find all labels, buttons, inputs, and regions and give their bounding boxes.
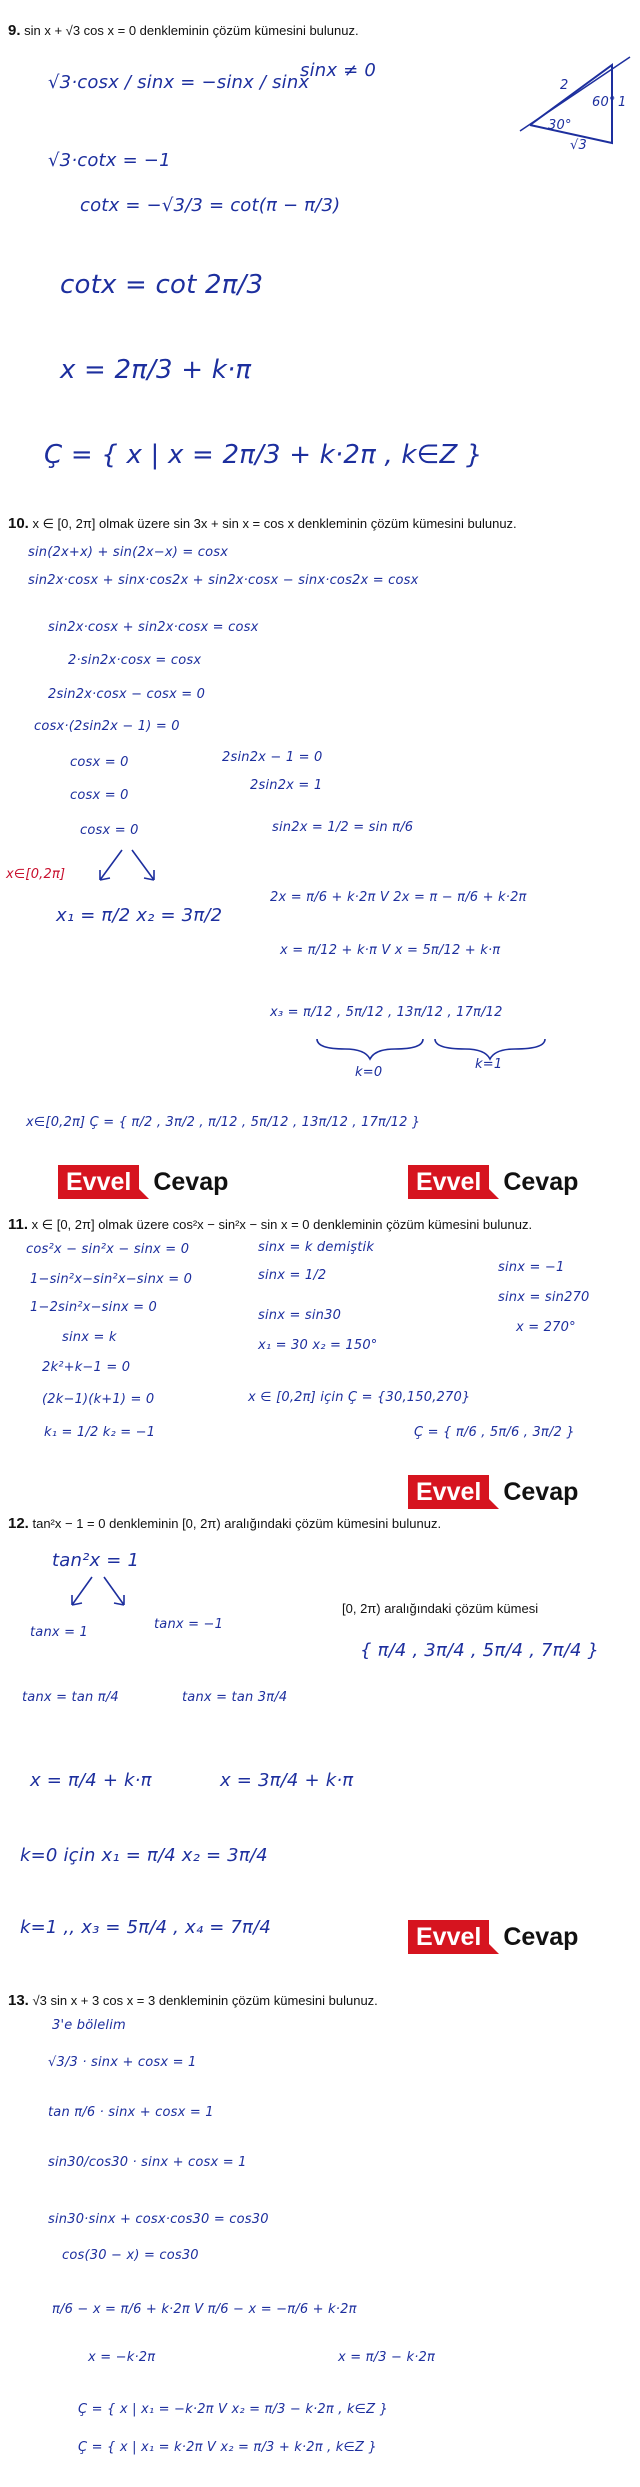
hw-line: sin2x·cosx + sin2x·cosx = cosx xyxy=(48,620,259,635)
hw-line: tanx = tan 3π/4 xyxy=(182,1690,288,1705)
question-number: 11. xyxy=(8,1216,29,1233)
hw-line: cosx = 0 xyxy=(70,788,129,803)
question-9 xyxy=(0,0,640,500)
hw-line: sin30·sinx + cosx·cos30 = cos30 xyxy=(48,2212,269,2227)
question-text: x ∈ [0, 2π] olmak üzere sin 3x + sin x = cos x denkleminin çözüm kümesini bulunuz. xyxy=(32,516,517,531)
hw-line: sinx = k demiştik xyxy=(258,1240,375,1255)
hw-line: cotx = −√3/3 = cot(π − π/3) xyxy=(80,195,341,216)
question-10 xyxy=(0,505,640,1205)
question-number: 13. xyxy=(8,1992,29,2009)
hw-line: tanx = 1 xyxy=(30,1625,89,1640)
hw-line: sin2x·cosx + sinx·cos2x + sin2x·cosx − sinx·cos2x = cosx xyxy=(28,573,419,588)
hw-line: Ç = { x | x = 2π/3 + k·2π , k∈Z } xyxy=(44,440,483,470)
hw-line: k₁ = 1/2 k₂ = −1 xyxy=(44,1425,156,1440)
question-number: 9. xyxy=(8,22,21,39)
logo-evvel: Evvel xyxy=(408,1475,489,1509)
branch-arrows xyxy=(62,1577,142,1611)
logo-cevap: Cevap xyxy=(153,1167,229,1196)
hw-line: x∈[0,2π] Ç = { π/2 , 3π/2 , π/12 , 5π/12 , 13π/12 , 17π/12 } xyxy=(26,1115,421,1130)
question-number: 12. xyxy=(8,1515,29,1532)
logo-evvel: Evvel xyxy=(408,1920,489,1954)
hw-line: sinx ≠ 0 xyxy=(300,60,377,81)
hw-line: k=1 ,, x₃ = 5π/4 , x₄ = 7π/4 xyxy=(20,1917,272,1938)
question-9-prompt xyxy=(8,22,359,39)
hw-line: 2sin2x·cosx − cosx = 0 xyxy=(48,687,206,702)
question-11 xyxy=(0,1210,640,1510)
logo-cevap: Cevap xyxy=(503,1167,579,1196)
hw-line: cos(30 − x) = cos30 xyxy=(62,2248,199,2263)
question-text: √3 sin x + 3 cos x = 3 denkleminin çözüm kümesini bulunuz. xyxy=(32,1993,378,2008)
question-12 xyxy=(0,1515,640,1985)
hw-line: √3·cosx / sinx = −sinx / sinx xyxy=(48,72,310,93)
hw-line: cosx = 0 xyxy=(70,755,129,770)
hw-line: cotx = cot 2π/3 xyxy=(60,270,264,300)
hw-line: 2sin2x = 1 xyxy=(250,778,323,793)
hw-line: x = π/3 − k·2π xyxy=(338,2350,436,2365)
hw-line: x = π/4 + k·π xyxy=(30,1770,152,1791)
hw-line: x₁ = π/2 x₂ = 3π/2 xyxy=(56,905,223,926)
hw-line: cosx = 0 xyxy=(80,823,139,838)
hw-line: (2k−1)(k+1) = 0 xyxy=(42,1392,155,1407)
logo-evvel: Evvel xyxy=(408,1165,489,1199)
hw-line: 1−sin²x−sin²x−sinx = 0 xyxy=(30,1272,193,1287)
question-text: tan²x − 1 = 0 denkleminin [0, 2π) aralığındaki çözüm kümesini bulunuz. xyxy=(32,1516,442,1531)
hw-line: 1−2sin²x−sinx = 0 xyxy=(30,1300,158,1315)
logo-cevap: Cevap xyxy=(503,1922,579,1951)
hw-line: x₃ = π/12 , 5π/12 , 13π/12 , 17π/12 xyxy=(270,1005,503,1020)
question-text: x ∈ [0, 2π] olmak üzere cos²x − sin²x − sin x = 0 denkleminin çözüm kümesini bulunuz. xyxy=(31,1217,533,1232)
underbraces xyxy=(315,1035,555,1065)
hw-line: sinx = 1/2 xyxy=(258,1268,327,1283)
hw-line: tan π/6 · sinx + cosx = 1 xyxy=(48,2105,214,2120)
hw-line: sin(2x+x) + sin(2x−x) = cosx xyxy=(28,545,229,560)
question-text: sin x + √3 cos x = 0 denkleminin çözüm kümesini bulunuz. xyxy=(24,23,359,38)
question-number: 10. xyxy=(8,515,29,532)
evvel-cevap-logo xyxy=(408,1165,584,1199)
hw-line: k=0 xyxy=(355,1065,383,1080)
question-12-prompt xyxy=(8,1515,441,1532)
evvel-cevap-logo xyxy=(408,1475,584,1509)
hw-line: tanx = −1 xyxy=(154,1617,224,1632)
hw-line: k=0 için x₁ = π/4 x₂ = 3π/4 xyxy=(20,1845,268,1866)
hw-line: x = π/12 + k·π V x = 5π/12 + k·π xyxy=(280,943,501,958)
triangle-base-label: √3 xyxy=(570,138,587,153)
hw-line: sinx = −1 xyxy=(498,1260,565,1275)
hw-line: cosx·(2sin2x − 1) = 0 xyxy=(34,719,180,734)
question-11-prompt xyxy=(8,1216,532,1233)
hw-line: k=1 xyxy=(475,1057,503,1072)
triangle-angle-30: 30° xyxy=(548,118,572,133)
question-13-prompt xyxy=(8,1992,378,2009)
hw-line: 2sin2x − 1 = 0 xyxy=(222,750,323,765)
hw-line: √3·cotx = −1 xyxy=(48,150,171,171)
hw-line: x = 3π/4 + k·π xyxy=(220,1770,354,1791)
hw-line: tan²x = 1 xyxy=(52,1550,140,1571)
hw-line: x = 2π/3 + k·π xyxy=(60,355,252,385)
triangle-side-label: 1 xyxy=(618,95,627,110)
triangle-angle-60: 60° xyxy=(592,95,616,110)
hw-line: tanx = tan π/4 xyxy=(22,1690,119,1705)
evvel-cevap-logo xyxy=(58,1165,234,1199)
evvel-cevap-logo xyxy=(408,1920,584,1954)
hw-line: cos²x − sin²x − sinx = 0 xyxy=(26,1242,190,1257)
hw-line: sinx = sin30 xyxy=(258,1308,342,1323)
hw-line: sinx = sin270 xyxy=(498,1290,590,1305)
question-10-prompt xyxy=(8,515,517,532)
triangle-hyp-label: 2 xyxy=(560,78,569,93)
hw-line: sin30/cos30 · sinx + cosx = 1 xyxy=(48,2155,247,2170)
hw-line: sinx = k xyxy=(62,1330,117,1345)
branch-arrows xyxy=(92,850,172,890)
hw-line: x₁ = 30 x₂ = 150° xyxy=(258,1338,378,1353)
hw-line: Ç = { x | x₁ = −k·2π V x₂ = π/3 − k·2π , k∈Z } xyxy=(78,2402,389,2417)
hw-line: 2·sin2x·cosx = cosx xyxy=(68,653,202,668)
hw-line: Ç = { x | x₁ = k·2π V x₂ = π/3 + k·2π , k∈Z } xyxy=(78,2440,377,2455)
question-13 xyxy=(0,1990,640,2487)
logo-cevap: Cevap xyxy=(503,1477,579,1506)
logo-evvel: Evvel xyxy=(58,1165,139,1199)
hw-line: π/6 − x = π/6 + k·2π V π/6 − x = −π/6 + k·2π xyxy=(52,2302,357,2317)
hw-line: x = 270° xyxy=(516,1320,576,1335)
hw-line: x ∈ [0,2π] için Ç = {30,150,270} xyxy=(248,1390,471,1405)
solution-set: { π/4 , 3π/4 , 5π/4 , 7π/4 } xyxy=(360,1640,600,1661)
hw-line: x = −k·2π xyxy=(88,2350,156,2365)
hw-line: sin2x = 1/2 = sin π/6 xyxy=(272,820,414,835)
solution-set-caption: [0, 2π) aralığındaki çözüm kümesi xyxy=(342,1601,539,1616)
hw-line: Ç = { π/6 , 5π/6 , 3π/2 } xyxy=(414,1425,575,1440)
hw-line: 2x = π/6 + k·2π V 2x = π − π/6 + k·2π xyxy=(270,890,527,905)
hw-line: 2k²+k−1 = 0 xyxy=(42,1360,131,1375)
interval-note: x∈[0,2π] xyxy=(6,867,66,882)
hw-line: √3/3 · sinx + cosx = 1 xyxy=(48,2055,197,2070)
hw-line: 3'e bölelim xyxy=(52,2018,126,2033)
